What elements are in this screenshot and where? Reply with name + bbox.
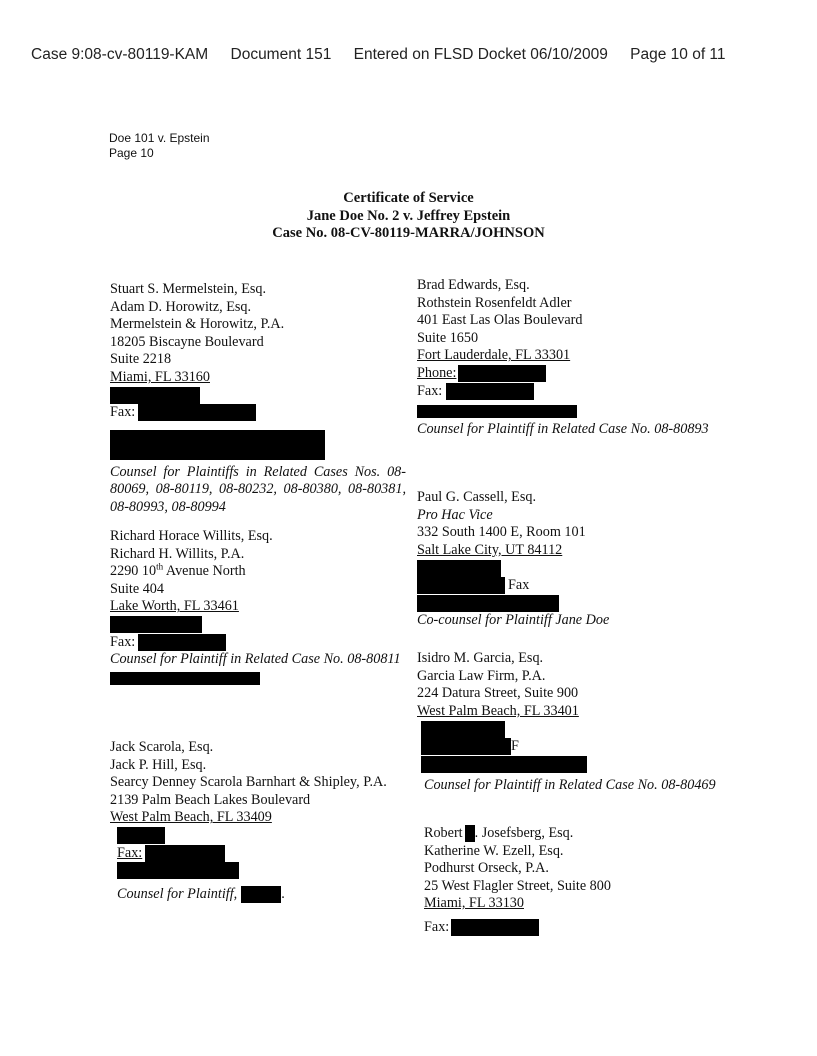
address-part: Avenue North (163, 563, 246, 580)
fax-label: Fax: (110, 404, 136, 421)
service-block-willits (110, 528, 406, 685)
redaction-box (458, 365, 546, 382)
redacted-line (417, 720, 717, 738)
firm-name: Searcy Denney Scarola Barnhart & Shipley, P.A. (110, 774, 387, 791)
fax-label: Fax: (110, 633, 136, 650)
fax-line (110, 634, 406, 652)
certificate-title (0, 190, 817, 243)
counsel-designation (117, 886, 406, 904)
address-line: Suite 1650 (417, 329, 479, 346)
fax-line (417, 738, 717, 756)
address-line: 2139 Palm Beach Lakes Boulevard (110, 791, 311, 808)
redaction-box (465, 825, 475, 842)
fax-label: F (511, 737, 519, 754)
city-state-zip: Miami, FL 33130 (424, 895, 524, 912)
redaction-box (417, 595, 559, 612)
redaction-box (138, 404, 256, 421)
fax-line (110, 404, 406, 422)
city-state-zip: West Palm Beach, FL 33401 (417, 702, 579, 719)
case-number: Case 9:08-cv-80119-KAM (31, 46, 209, 63)
attorney-name: Katherine W. Ezell, Esq. (424, 842, 564, 859)
redacted-line (417, 756, 717, 774)
city-state-zip: Lake Worth, FL 33461 (110, 598, 239, 615)
redacted-line (110, 616, 406, 634)
service-block-edwards (417, 277, 717, 439)
docket-stamp (31, 46, 744, 64)
firm-name: Podhurst Orseck, P.A. (424, 860, 549, 877)
period: . (281, 885, 285, 902)
attorney-name: Adam D. Horowitz, Esq. (110, 298, 252, 315)
attorney-name: Jack P. Hill, Esq. (110, 756, 207, 773)
redaction-box (417, 560, 501, 577)
redaction-box (451, 919, 539, 936)
redaction-box (446, 383, 534, 400)
counsel-designation: Counsel for Plaintiff in Related Case No. 08-80893 (417, 421, 709, 438)
redacted-line (110, 827, 406, 845)
counsel-designation: Counsel for Plaintiff in Related Case No. 08-80469 (424, 777, 716, 794)
running-header-page: Page 10 (109, 146, 154, 160)
counsel-designation: Counsel for Plaintiffs in Related Cases Nos. 08-80069, 08-80119, 08-80232, 08-80380, 08-80381, 08-80993, 08-80994 (110, 463, 406, 515)
fax-label: Fax: (417, 382, 443, 399)
address-line: Suite 404 (110, 580, 164, 597)
attorney-first-name: Robert (424, 825, 463, 841)
attorney-name: Stuart S. Mermelstein, Esq. (110, 281, 267, 297)
firm-name: Mermelstein & Horowitz, P.A. (110, 316, 285, 333)
service-block-garcia (417, 650, 717, 795)
redaction-box (110, 430, 325, 460)
document-number: Document 151 (230, 46, 332, 63)
fax-label: Fax: (117, 844, 143, 861)
address-line: 224 Datura Street, Suite 900 (417, 685, 579, 702)
attorney-name: Paul G. Cassell, Esq. (417, 489, 537, 505)
fax-label: Fax (508, 576, 530, 593)
title-line-2: Jane Doe No. 2 v. Jeffrey Epstein (306, 207, 511, 224)
ordinal-suffix: th (156, 561, 164, 572)
service-block-josefsberg (417, 825, 717, 937)
counsel-designation: Co-counsel for Plaintiff Jane Doe (417, 612, 610, 629)
redaction-box (117, 827, 165, 844)
phone-label: Phone: (417, 364, 457, 381)
phone-line (417, 365, 717, 383)
address-line: 332 South 1400 E, Room 101 (417, 524, 586, 541)
title-line-1: Certificate of Service (343, 190, 474, 206)
redaction-box (138, 634, 226, 651)
title-line-3: Case No. 08-CV-80119-MARRA/JOHNSON (272, 225, 545, 241)
attorney-name: Isidro M. Garcia, Esq. (417, 650, 544, 666)
address-line: 18205 Biscayne Boulevard (110, 333, 264, 350)
city-state-zip: Fort Lauderdale, FL 33301 (417, 347, 571, 364)
running-header-case: Doe 101 v. Epstein (109, 131, 210, 145)
redacted-line (417, 559, 717, 577)
service-block-cassell (417, 489, 717, 630)
address-line (110, 563, 406, 581)
redaction-box (417, 577, 505, 594)
address-part: 2290 10 (110, 563, 157, 580)
running-header (109, 131, 210, 161)
fax-line (424, 919, 717, 937)
firm-name: Rothstein Rosenfeldt Adler (417, 294, 572, 311)
city-state-zip: Salt Lake City, UT 84112 (417, 541, 563, 558)
address-line: 25 West Flagler Street, Suite 800 (424, 877, 611, 894)
entered-date: Entered on FLSD Docket 06/10/2009 (353, 46, 608, 63)
redaction-box (417, 405, 577, 418)
fax-label: Fax: (424, 918, 450, 935)
fax-line (417, 577, 717, 595)
redaction-box (421, 756, 587, 773)
city-state-zip: West Palm Beach, FL 33409 (110, 809, 272, 826)
counsel-designation: Counsel for Plaintiff in Related Case No. 08-80811 (110, 651, 401, 668)
redaction-box (421, 738, 511, 755)
attorney-name (424, 825, 717, 843)
fax-line (417, 383, 717, 401)
counsel-text: Counsel for Plaintiff, (117, 885, 238, 902)
redaction-box (241, 886, 281, 903)
redacted-line (417, 595, 717, 613)
firm-name: Garcia Law Firm, P.A. (417, 667, 546, 684)
redaction-box (145, 845, 225, 862)
service-block-scarola (110, 739, 406, 903)
redacted-line (110, 387, 406, 405)
city-state-zip: Miami, FL 33160 (110, 368, 210, 385)
redaction-box (110, 387, 200, 404)
address-line: 401 East Las Olas Boulevard (417, 312, 583, 329)
attorney-name: Richard Horace Willits, Esq. (110, 528, 273, 544)
address-line: Suite 2218 (110, 351, 172, 368)
redaction-box (117, 862, 239, 879)
redaction-box (421, 721, 505, 738)
service-block-mermelstein (110, 281, 406, 517)
attorney-name: Brad Edwards, Esq. (417, 277, 530, 293)
redaction-box (110, 616, 202, 633)
attorney-last-name: . Josefsberg, Esq. (474, 825, 574, 841)
redacted-line (110, 862, 406, 880)
page-indicator: Page 10 of 11 (630, 46, 726, 63)
fax-line (110, 845, 406, 863)
attorney-name: Jack Scarola, Esq. (110, 739, 214, 755)
redaction-box (110, 672, 260, 685)
firm-name: Richard H. Willits, P.A. (110, 545, 245, 562)
admission-status: Pro Hac Vice (417, 506, 493, 523)
